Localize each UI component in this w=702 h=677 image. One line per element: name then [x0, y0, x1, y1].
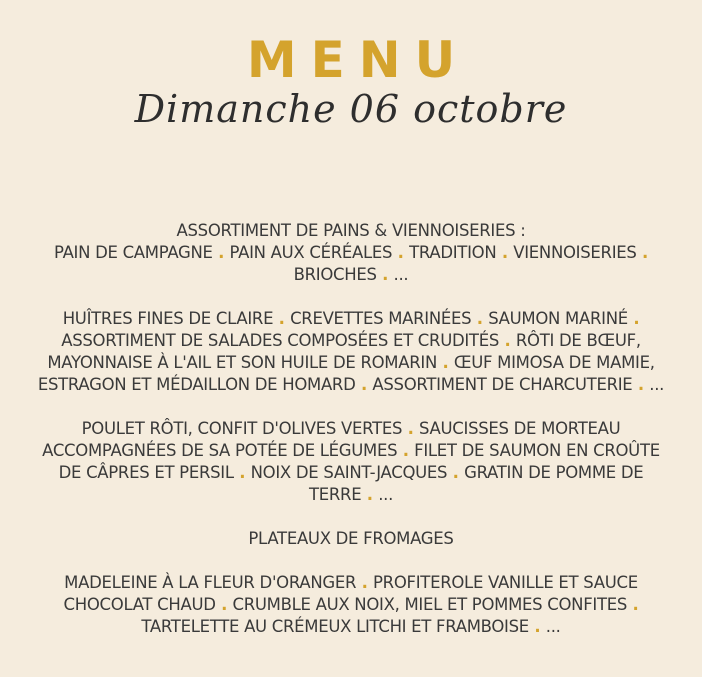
menu-title: MENU [246, 31, 470, 89]
menu-item-text: ACCOMPAGNÉES DE SA POTÉE DE LÉGUMES [42, 441, 398, 460]
menu-section [20, 308, 682, 396]
menu-item-text: TARTELETTE AU CRÉMEUX LITCHI ET FRAMBOISE [141, 617, 529, 636]
menu-item-text: RÔTI DE BŒUF, [515, 331, 641, 350]
separator-dot: . [471, 309, 489, 328]
separator-dot: . [528, 617, 546, 636]
menu-item-text: TRADITION [409, 243, 497, 262]
menu-item-text: PLATEAUX DE FROMAGES [248, 529, 454, 548]
menu-item-text: MADELEINE À LA FLEUR D'ORANGER [64, 573, 357, 592]
separator-dot: . [627, 595, 639, 614]
separator-dot: . [212, 243, 230, 262]
separator-dot: . [437, 353, 454, 372]
menu-content [20, 220, 682, 660]
separator-dot: . [397, 441, 415, 460]
menu-section [20, 220, 682, 286]
menu-line [20, 242, 682, 264]
separator-dot: . [356, 573, 374, 592]
menu-item-text: ESTRAGON ET MÉDAILLON DE HOMARD [37, 375, 356, 394]
menu-item-text: CHOCOLAT CHAUD [63, 595, 216, 614]
menu-item-text: DE CÂPRES ET PERSIL [58, 463, 234, 482]
menu-line [20, 528, 682, 550]
menu-line [20, 308, 682, 330]
menu-item-text: SAUMON MARINÉ [488, 309, 628, 328]
menu-item-text: ŒUF MIMOSA DE MAMIE, [453, 353, 655, 372]
menu-item-text: HUÎTRES FINES DE CLAIRE [62, 309, 274, 328]
menu-item-text: ASSORTIMENT DE PAINS & VIENNOISERIES : [176, 221, 526, 240]
menu-line [20, 352, 682, 374]
menu-item-text: CRUMBLE AUX NOIX, MIEL ET POMMES CONFITES [232, 595, 628, 614]
menu-item-text: ... [378, 485, 394, 504]
menu-item-text: TERRE [308, 485, 362, 504]
menu-line [20, 594, 682, 616]
menu-line [20, 616, 682, 638]
menu-item-text: POULET RÔTI, CONFIT D'OLIVES VERTES [81, 419, 403, 438]
menu-item-text: VIENNOISERIES [513, 243, 637, 262]
separator-dot: . [233, 463, 251, 482]
menu-line [20, 440, 682, 462]
menu-line [20, 374, 682, 396]
separator-dot: . [273, 309, 291, 328]
separator-dot: . [632, 375, 650, 394]
menu-item-text: NOIX DE SAINT-JACQUES [250, 463, 448, 482]
separator-dot: . [392, 243, 410, 262]
separator-dot: . [355, 375, 373, 394]
menu-date-subtitle: Dimanche 06 octobre [134, 87, 568, 131]
menu-item-text: ... [545, 617, 561, 636]
menu-item-text: PROFITEROLE VANILLE ET SAUCE [373, 573, 638, 592]
menu-line [20, 220, 682, 242]
menu-item-text: PAIN AUX CÉRÉALES [229, 243, 393, 262]
menu-item-text: GRATIN DE POMME DE [464, 463, 644, 482]
menu-line [20, 330, 682, 352]
menu-item-text: PAIN DE CAMPAGNE [53, 243, 213, 262]
separator-dot: . [376, 265, 394, 284]
menu-item-text: CREVETTES MARINÉES [290, 309, 472, 328]
menu-item-text: MAYONNAISE À L'AIL ET SON HUILE DE ROMARIN [47, 353, 438, 372]
separator-dot: . [496, 243, 514, 262]
menu-line [20, 462, 682, 484]
menu-item-text: ... [649, 375, 665, 394]
menu-item-text: ASSORTIMENT DE CHARCUTERIE [372, 375, 633, 394]
menu-section [20, 418, 682, 506]
separator-dot: . [447, 463, 465, 482]
menu-line [20, 418, 682, 440]
separator-dot: . [402, 419, 420, 438]
menu-line [20, 572, 682, 594]
separator-dot: . [636, 243, 649, 262]
menu-line [20, 484, 682, 506]
menu-line [20, 264, 682, 286]
menu-section [20, 528, 682, 550]
menu-item-text: SAUCISSES DE MORTEAU [419, 419, 621, 438]
menu-item-text: ASSORTIMENT DE SALADES COMPOSÉES ET CRUDITÉS [61, 331, 500, 350]
menu-section [20, 572, 682, 638]
separator-dot: . [499, 331, 516, 350]
separator-dot: . [215, 595, 233, 614]
separator-dot: . [361, 485, 379, 504]
menu-item-text: BRIOCHES [293, 265, 377, 284]
menu-item-text: ... [393, 265, 409, 284]
menu-item-text: FILET DE SAUMON EN CROÛTE [414, 441, 660, 460]
separator-dot: . [627, 309, 640, 328]
